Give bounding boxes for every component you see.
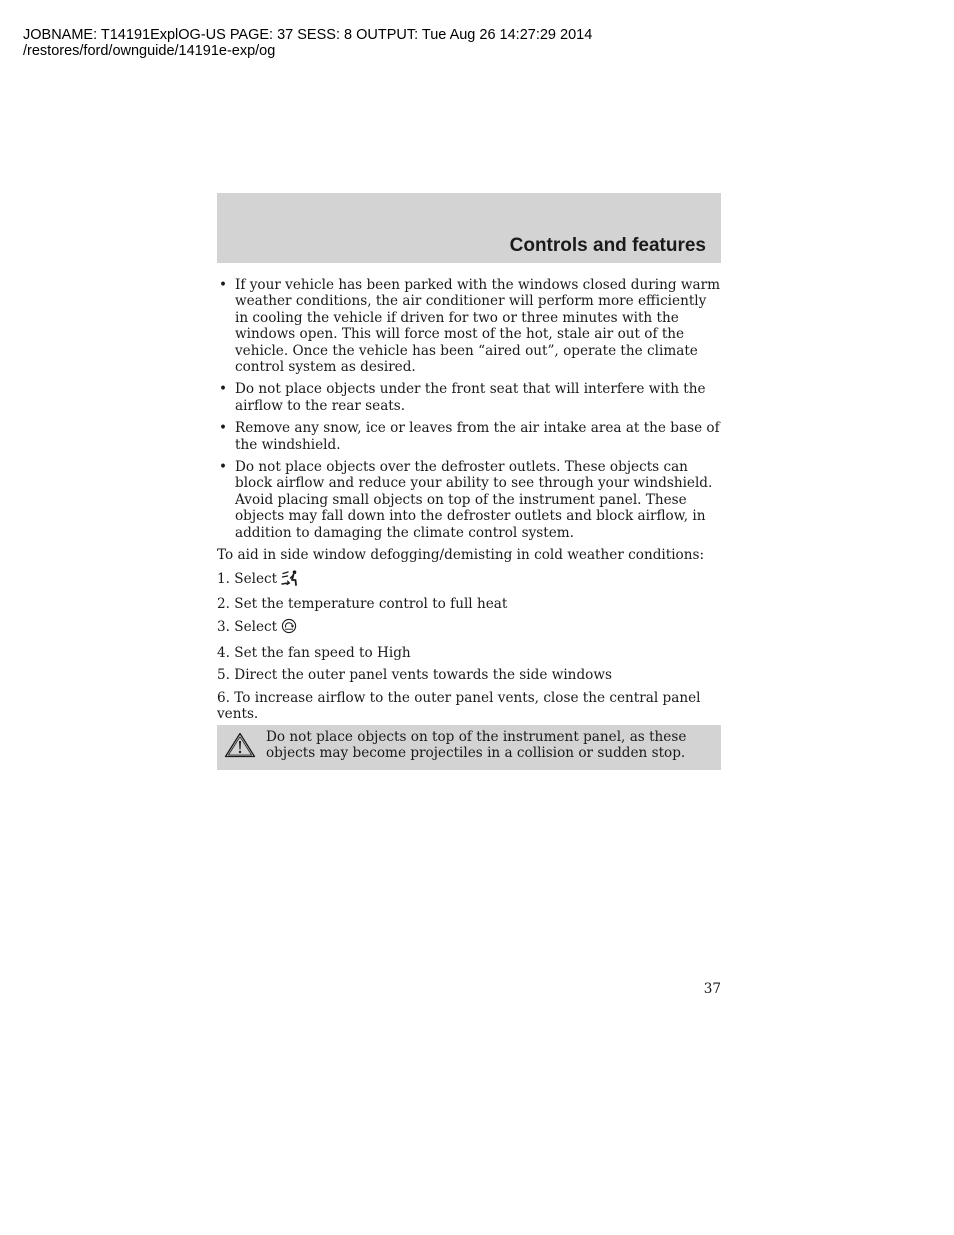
page-content xyxy=(217,277,721,728)
step-text: 5. Direct the outer panel vents towards the side windows xyxy=(217,667,612,684)
section-title: Controls and features xyxy=(509,235,706,256)
floor-defrost-mode-icon xyxy=(281,570,299,590)
step-item xyxy=(217,645,721,661)
step-item xyxy=(217,596,721,612)
list-item-text: Remove any snow, ice or leaves from the air intake area at the base of the windshield. xyxy=(235,420,720,453)
defog-steps xyxy=(217,570,721,723)
list-item xyxy=(217,277,721,375)
recirculation-off-icon xyxy=(281,618,297,638)
page-number: 37 xyxy=(703,981,721,997)
section-header xyxy=(217,193,721,263)
job-info xyxy=(23,27,592,59)
list-item-text: If your vehicle has been parked with the windows closed during warm weather conditions, the air conditioner will perform more efficiently in cooling the vehicle if driven for two or three minutes with the windows open. This will force most of the hot, stale air out of the vehicle. Once the vehicle has been “aired out”, operate the climate control system as desired. xyxy=(235,277,721,376)
step-item xyxy=(217,570,721,590)
list-item xyxy=(217,420,721,453)
bullet-glyph: • xyxy=(219,381,228,398)
list-item xyxy=(217,381,721,414)
step-item xyxy=(217,690,721,723)
bullet-glyph: • xyxy=(219,459,228,476)
step-text: 4. Set the fan speed to High xyxy=(217,644,411,661)
step-text: 1. Select xyxy=(217,570,278,587)
list-item-text: Do not place objects under the front seat that will interfere with the airflow to the rear seats. xyxy=(235,381,706,414)
job-info-line-1: JOBNAME: T14191ExplOG-US PAGE: 37 SESS: 8 OUTPUT: Tue Aug 26 14:27:29 2014 xyxy=(23,27,593,43)
list-item xyxy=(217,459,721,541)
step-text: 3. Select xyxy=(217,619,278,636)
step-text: 2. Set the temperature control to full heat xyxy=(217,595,508,612)
bullet-glyph: • xyxy=(219,277,228,293)
warning-text: Do not place objects on top of the instrument panel, as these objects may become projectiles in a collision or sudden stop. xyxy=(266,729,687,762)
defog-intro: To aid in side window defogging/demisting in cold weather conditions: xyxy=(217,547,705,564)
step-text: 6. To increase airflow to the outer panel vents, close the central panel vents. xyxy=(217,689,701,722)
step-item xyxy=(217,667,721,683)
list-item-text: Do not place objects over the defroster outlets. These objects can block airflow and reduce your ability to see through your windshield. Avoid placing small objects on top of the instrument panel. These objects may fall down into the defroster outlets and block airflow, in addition to damaging the climate control system. xyxy=(235,459,713,541)
step-item xyxy=(217,618,721,638)
job-info-line-2: /restores/ford/ownguide/14191e-exp/og xyxy=(23,43,276,59)
bullet-glyph: • xyxy=(219,420,228,437)
tips-list xyxy=(217,277,721,541)
warning-box xyxy=(217,725,721,770)
warning-triangle-icon xyxy=(224,732,256,763)
